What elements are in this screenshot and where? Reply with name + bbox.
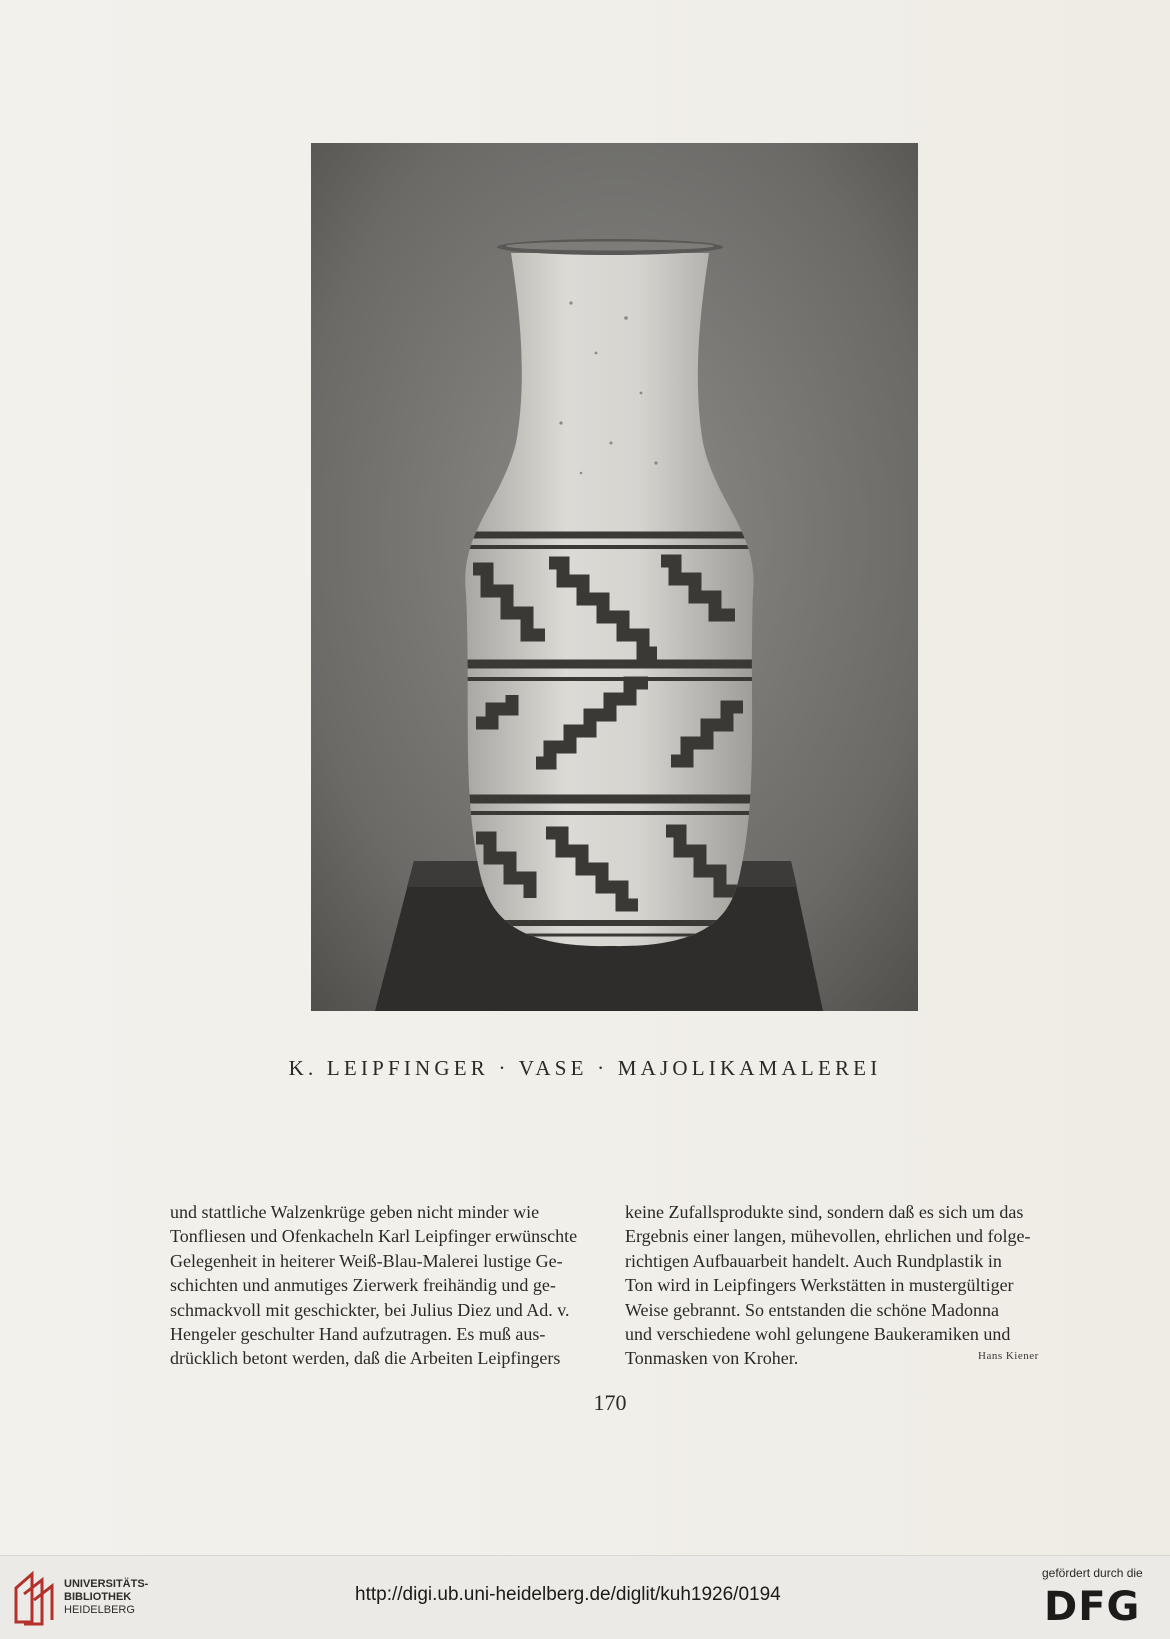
text-line: Tonmasken von Kroher. [625, 1348, 799, 1369]
text-line: Ergebnis einer langen, mühevollen, ehrlichen und folge- [625, 1226, 1031, 1247]
viewer-footer [0, 1555, 1170, 1639]
text-line: Tonfliesen und Ofenkacheln Karl Leipfinger erwünschte [170, 1226, 578, 1247]
text-line: Weise gebrannt. So entstanden die schöne Madonna [625, 1299, 999, 1320]
library-line: BIBLIOTHEK [64, 1591, 132, 1603]
library-line: UNIVERSITÄTS- [64, 1578, 149, 1590]
text-line: schmackvoll mit geschickter, bei Julius Diez und Ad. v. [170, 1299, 570, 1320]
text-line: und verschiedene wohl gelungene Baukeramiken und [625, 1324, 1011, 1345]
vase-photograph [311, 143, 918, 1011]
page-number: 170 [593, 1390, 627, 1415]
library-line: HEIDELBERG [64, 1604, 135, 1616]
vase-image [311, 143, 918, 1011]
dfg-logo: DFG [1044, 1584, 1141, 1630]
author-signature: Hans Kiener [978, 1350, 1039, 1362]
text-line: keine Zufallsprodukte sind, sondern daß es sich um das [625, 1202, 1024, 1222]
text-line: Gelegenheit in heiterer Weiß-Blau-Malerei lustige Ge- [170, 1250, 563, 1271]
text-column-left [170, 1200, 602, 1371]
text-line: richtigen Aufbauarbeit handelt. Auch Rundplastik in [625, 1250, 1002, 1271]
funding-note: gefördert durch die [1042, 1566, 1143, 1580]
university-library-logo-icon [12, 1570, 58, 1626]
library-name [64, 1578, 148, 1617]
permalink-url[interactable]: http://digi.ub.uni-heidelberg.de/diglit/kuh1926/0194 [355, 1584, 781, 1605]
text-line: und stattliche Walzenkrüge geben nicht minder wie [170, 1202, 540, 1222]
text-column-right [625, 1200, 1055, 1371]
text-line: Ton wird in Leipfingers Werkstätten in mustergültiger [625, 1275, 1014, 1296]
text-line: schichten und anmutiges Zierwerk freihändig und ge- [170, 1275, 556, 1296]
plate-caption: K. LEIPFINGER · VASE · MAJOLIKAMALEREI [288, 1056, 882, 1080]
text-line: drücklich betont werden, daß die Arbeiten Leipfingers [170, 1348, 561, 1369]
text-line: Hengeler geschulter Hand aufzutragen. Es muß aus- [170, 1324, 546, 1345]
